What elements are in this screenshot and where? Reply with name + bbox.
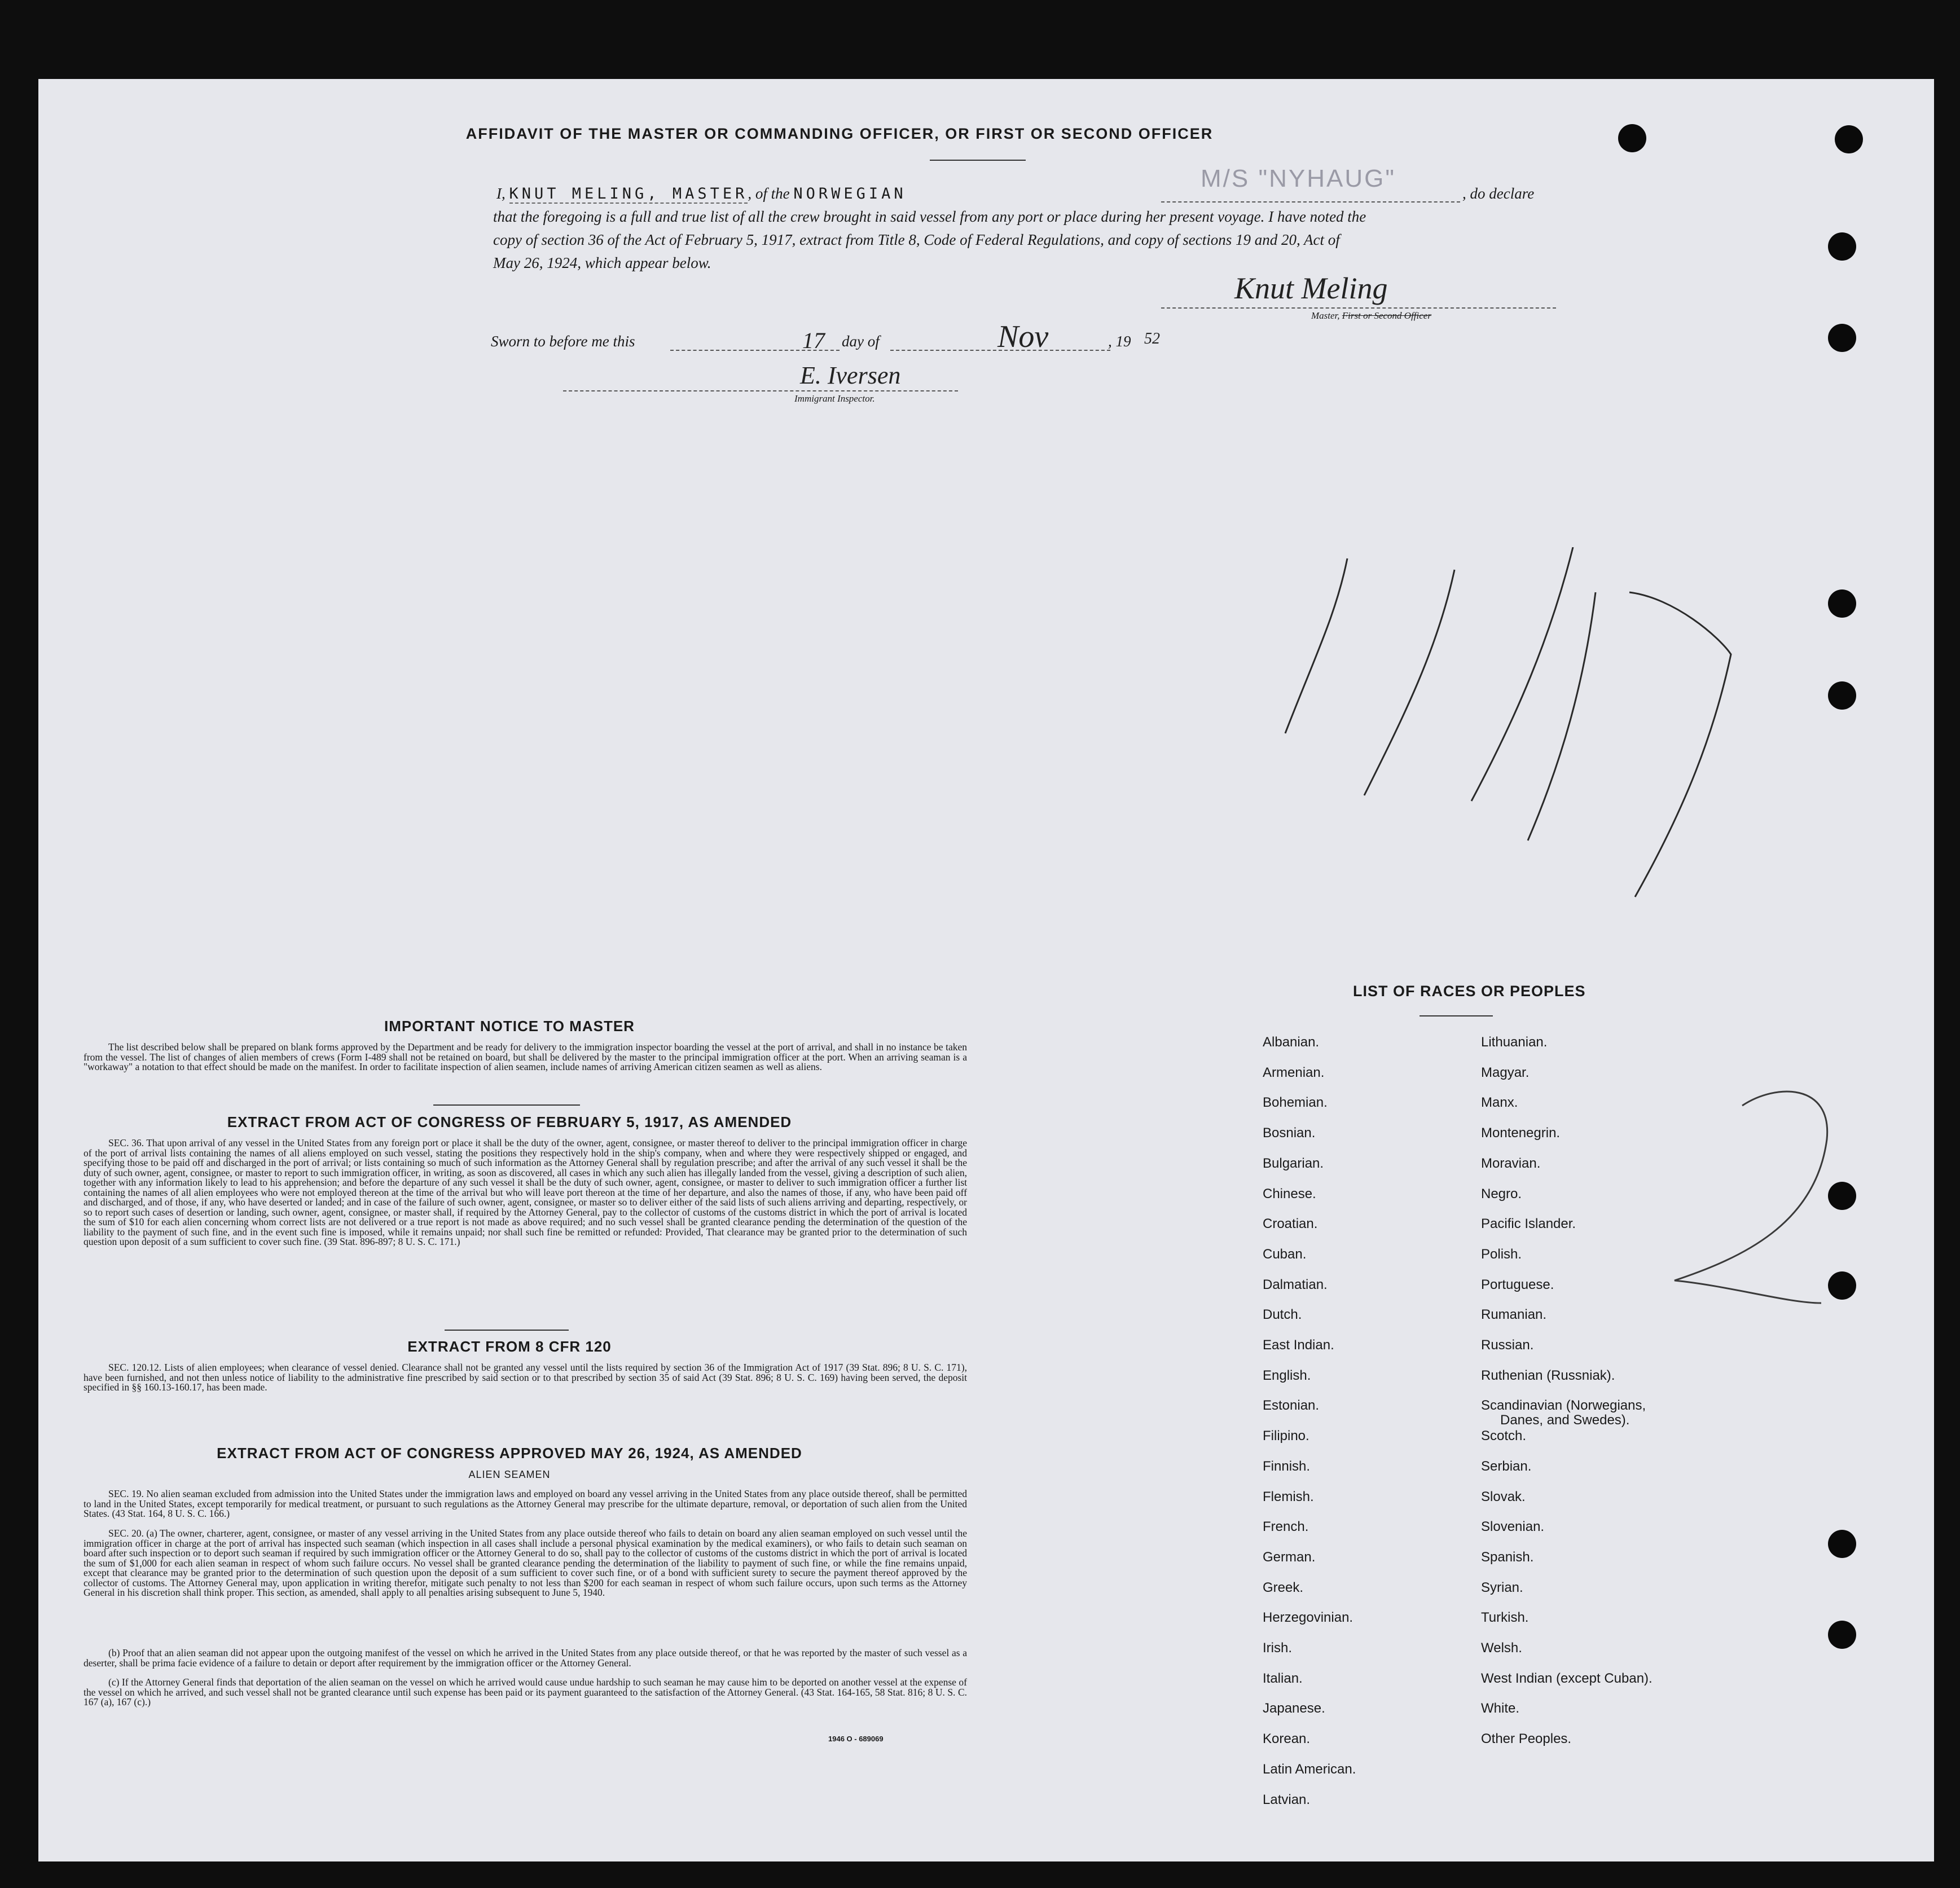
vessel-name-blank [1161,201,1460,203]
race-item: Other Peoples. [1481,1731,1572,1747]
race-item: Bohemian. [1263,1095,1328,1111]
race-item: Albanian. [1263,1035,1320,1050]
race-item: Greek. [1263,1579,1304,1595]
punch-hole [1828,232,1856,261]
extract-1917-text: SEC. 36. That upon arrival of any vessel in the United States from any foreign port or place it shall be the duty of the owner, agent, consignee, or master thereof to deliver to the principal immigration officer in charge of the port of arrival lists containing the names of all aliens employed on such vessel, stating the positions they respectively hold in the ship's company, when and where they were respectively shipped or engaged, and specifying those to be paid off and discharged in the port of arrival; or lists containing so much of such information as the Attorney General shall by regulation prescribe; and after the arrival of any such vessel it shall be the duty of such owner, agent, consignee, or master to report to such immigration officer, in writing, as soon as discovered, all cases in which any such alien has illegally landed from the vessel, giving a description of such alien, together with any information likely to lead to his apprehension; and before the departure of any such vessel it shall be the duty of such owner, agent, consignee, or master to deliver to such immigration officer a further list containing the names of all alien employees who were not employed thereon at the time of the arrival but who will leave port thereon at the time of her departure, and also the names of those, if any, who have been paid off and discharged, and of those, if any, who have deserted or landed; and in case of the failure of such owner, agent, consignee, or master so to deliver either of the said lists of such aliens arriving and departing, respectively, or so to report such cases of desertion or landing, such owner, agent, consignee, or master shall, if required by the Attorney General, pay to the collector of customs of the customs district in which the port of arrival is located the sum of $10 for each alien concerning whom correct lists are not delivered or a true report is not made as above required; and no such vessel shall be granted clearance pending the determination of the question of the liability to the payment of such fine, and in the event such fine is imposed, while it remains unpaid; nor shall such fine be remitted or refunded: Provided, That clearance may be granted prior to the determination of such question upon deposit of a sum sufficient to cover such fine. (39 Stat. 896-897; 8 U. S. C. 171.) [84,1137,967,1247]
race-item: Moravian. [1481,1155,1541,1171]
master-signature-line [1161,307,1556,309]
handwritten-nationality: NORWEGIAN [793,185,907,203]
race-item: Danes, and Swedes). [1500,1412,1630,1428]
punch-hole [1835,125,1863,153]
master-signature: Knut Meling [1234,271,1388,305]
race-item: Korean. [1263,1731,1311,1747]
race-item: Herzegovinian. [1263,1610,1353,1626]
sworn-day-label: day of [842,333,880,350]
race-item: Lithuanian. [1481,1035,1548,1050]
race-item: Slovak. [1481,1489,1526,1504]
affidavit-line-4: May 26, 1924, which appear below. [493,254,711,271]
extract-cfr-text: SEC. 120.12. Lists of alien employees; when clearance of vessel denied. Clearance shall not be granted any vessel until the lists required by section 36 of the Immigration Act of 1917 (39 Stat. 896; 8 U. S. C. 171), have been furnished, and not then unless notice of liability to the administrative fine prescribed by said section or to that prescribed by section 35 of said Act (39 Stat. 896; 8 U. S. C. 169) having been served, the deposit specified in §§ 160.13-160.17, has been made. [84,1362,967,1393]
affidavit-line-3: copy of section 36 of the Act of February 5, 1917, extract from Title 8, Code of Federal Regulations, and copy of sections 19 and 20, Act of [493,231,1340,248]
race-item: Rumanian. [1481,1307,1547,1323]
race-item: Croatian. [1263,1216,1318,1232]
race-item: West Indian (except Cuban). [1481,1670,1653,1686]
punch-hole [1828,1621,1856,1649]
race-item: Syrian. [1481,1579,1523,1595]
sworn-year-prefix: , 19 [1108,333,1131,350]
race-item: Manx. [1481,1095,1518,1111]
races-left-column [1263,1035,1449,1858]
race-item: Finnish. [1263,1458,1311,1474]
master-caption-master: Master, [1311,310,1340,321]
punch-hole [1828,1530,1856,1558]
race-item: Ruthenian (Russniak). [1481,1367,1615,1383]
affidavit-title: AFFIDAVIT OF THE MASTER OR COMMANDING OFFICER, OR FIRST OR SECOND OFFICER [465,125,1214,142]
extract-1924-sec20c: (c) If the Attorney General finds that deportation of the alien seaman on the vessel on which he arrived would cause undue hardship to such seaman he may cause him to be deported on another vessel at the expense of the vessel on which he arrived, and such vessel shall not be granted clearance until such expense has been paid or its payment guaranteed to the satisfaction of the Attorney General. (43 Stat. 164-165, 58 Stat. 816; 8 U. S. C. 167 (a), 167 (c).) [84,1676,967,1707]
race-item: Pacific Islander. [1481,1216,1576,1232]
tally-mark [1528,592,1731,897]
race-item: Serbian. [1481,1458,1532,1474]
race-item: Turkish. [1481,1610,1529,1626]
races-title-rule [1420,1015,1493,1016]
race-item: French. [1263,1519,1309,1535]
inspector-signature: E. Iversen [800,362,901,389]
race-item: English. [1263,1367,1311,1383]
races-title: LIST OF RACES OR PEOPLES [1353,983,1586,1000]
affidavit-mid: , of the [748,185,790,202]
tally-mark [1364,570,1454,795]
race-item: Japanese. [1263,1701,1325,1717]
race-item: Magyar. [1481,1064,1530,1080]
extract-1917-rule [445,1330,569,1331]
extract-1924-sec20b: (b) Proof that an alien seaman did not appear upon the outgoing manifest of the vessel on which he arrived in the United States from any place outside thereof, or that he was reported by the master of such vessel as a deserter, shall be prima facie evidence of a failure to detain or deport after requirement by the immigration officer or the Attorney General. [84,1647,967,1669]
extract-1924-subtitle: ALIEN SEAMEN [468,1469,551,1480]
document-page [38,79,1934,1861]
master-caption-struck: First or Second Officer [1342,310,1431,321]
affidavit-line-1-suffix: , do declare [1462,185,1535,202]
print-code: 1946 O - 689069 [828,1735,884,1743]
race-item: Italian. [1263,1670,1303,1686]
race-item: Chinese. [1263,1186,1316,1202]
race-item: East Indian. [1263,1337,1334,1353]
vessel-name-stamp: M/S "NYHAUG" [1201,165,1396,192]
notice-title: IMPORTANT NOTICE TO MASTER [384,1018,635,1035]
race-item: Spanish. [1481,1549,1534,1565]
race-item: Negro. [1481,1186,1522,1202]
extract-1924-title: EXTRACT FROM ACT OF CONGRESS APPROVED MAY 26, 1924, AS AMENDED [217,1445,802,1462]
title-underline [930,160,1026,161]
race-item: Estonian. [1263,1398,1320,1414]
race-item: Montenegrin. [1481,1125,1561,1141]
race-item: Polish. [1481,1246,1522,1262]
sworn-day: 17 [802,328,825,353]
race-item: Armenian. [1263,1064,1325,1080]
race-item: Latvian. [1263,1792,1311,1807]
race-item: Dalmatian. [1263,1277,1328,1292]
handwritten-name: KNUT MELING, MASTER [509,185,748,203]
extract-1924-sec20a: SEC. 20. (a) The owner, charterer, agent, consignee, or master of any vessel arriving in the United States from any place outside thereof who fails to detain on board any alien seaman employed on such vessel until the immigration officer in charge at the port of arrival has inspected such seaman (which inspection in all cases shall include a personal physical examination by the medical examiners), or who fails to detain such seaman on board after such inspection or to deport such seaman if required by such immigration officer or the Attorney General to do so, shall pay to the collector of customs of the customs district in which the port of arrival is located the sum of $1,000 for each alien seaman in respect of whom such failure occurs. No vessel shall be granted clearance pending the determination of the liability to payment of such fine, or while the fine remains unpaid, except that clearance may be granted prior to the determination of such question upon the deposit of a sum sufficient to cover such fine, or of a bond with sufficient surety to secure the payment thereof approved by the collector of customs. The Attorney General may, upon application in writing therefor, mitigate such penalty to not less than $200 for each seaman in respect of whom such failure occurs, upon such terms as the Attorney General in his discretion shall think proper. This section, as amended, shall apply to all penalties arising subsequent to June 5, 1940. [84,1528,967,1598]
race-item: White. [1481,1701,1520,1717]
extract-1924-sec19: SEC. 19. No alien seaman excluded from admission into the United States under the immigration laws and employed on board any vessel arriving in the United States from any place outside thereof, shall be permitted to land in the United States, except temporarily for medical treatment, or pursuant to such regulations as the Attorney General may prescribe for the ultimate departure, removal, or deportation of such alien from the United States. (43 Stat. 164, 8 U. S. C. 166.) [84,1488,967,1519]
race-item: Slovenian. [1481,1519,1545,1535]
race-item: Bulgarian. [1263,1155,1324,1171]
notice-rule [433,1104,580,1106]
race-item: Welsh. [1481,1640,1522,1656]
affidavit-prefix: I, [496,185,506,202]
race-item: German. [1263,1549,1316,1565]
race-item: Latin American. [1263,1761,1356,1777]
race-item: Flemish. [1263,1489,1314,1504]
tally-mark [1285,558,1347,733]
inspector-caption: Immigrant Inspector. [794,393,875,404]
races-right-column [1481,1035,1820,1858]
race-item: Russian. [1481,1337,1534,1353]
race-item: Irish. [1263,1640,1293,1656]
punch-hole [1828,324,1856,352]
extract-cfr-title: EXTRACT FROM 8 CFR 120 [407,1338,612,1355]
race-item: Portuguese. [1481,1277,1554,1292]
inspector-signature-line [563,390,958,391]
extract-1917-title: EXTRACT FROM ACT OF CONGRESS OF FEBRUARY 5, 1917, AS AMENDED [227,1114,792,1130]
sworn-year: 52 [1144,330,1160,347]
affidavit-line-2: that the foregoing is a full and true list of all the crew brought in said vessel from any port or place during her present voyage. I have noted the [493,208,1366,225]
race-item: Bosnian. [1263,1125,1316,1141]
race-item: Filipino. [1263,1428,1309,1444]
punch-hole [1618,124,1646,152]
master-caption [1311,310,1431,322]
sworn-month: Nov [997,319,1049,354]
race-item: Scotch. [1481,1428,1527,1444]
sworn-prefix: Sworn to before me this [491,333,635,350]
race-item: Cuban. [1263,1246,1307,1262]
race-item: Dutch. [1263,1307,1302,1323]
race-item: Scandinavian (Norwegians, [1481,1398,1646,1414]
notice-text: The list described below shall be prepared on blank forms approved by the Department and be ready for delivery to the immigration inspector boarding the vessel at the port of arrival, and shall in no instance be taken from the vessel. The list of changes of alien members of crews (Form I-489 shall not be retained on board, but shall be delivered by the master to the principal immigration officer at the port. When an arriving seaman is a "workaway" a notation to that effect should be made on the manifest. In order to facilitate inspection of alien seamen, include names of arriving American citizen seamen as well as aliens. [84,1041,967,1072]
